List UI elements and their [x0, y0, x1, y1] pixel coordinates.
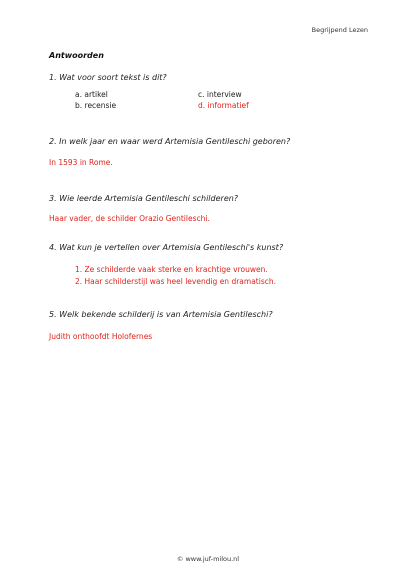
answer-3: Haar vader, de schilder Orazio Gentileschi. [49, 214, 210, 223]
answer-4-1: 1. Ze schilderde vaak sterke en krachtige vrouwen. [75, 265, 268, 274]
question-4: 4. Wat kun je vertellen over Artemisia Gentileschi's kunst? [49, 243, 284, 252]
option-b: b. recensie [75, 101, 117, 110]
question-5: 5. Welk bekende schilderij is van Artemisia Gentileschi? [49, 310, 273, 319]
option-d-selected: d. informatief [198, 101, 249, 110]
answer-4-2: 2. Haar schilderstijl was heel levendig en dramatisch. [75, 277, 276, 286]
answer-2: In 1593 in Rome. [49, 158, 113, 167]
answers-heading: Antwoorden [49, 51, 104, 60]
question-1: 1. Wat voor soort tekst is dit? [49, 73, 167, 82]
page-footer-copyright: © www.juf-milou.nl [176, 555, 240, 563]
option-a: a. artikel [75, 90, 108, 99]
page-header-subject: Begrijpend Lezen [311, 26, 368, 34]
question-2: 2. In welk jaar en waar werd Artemisia Gentileschi geboren? [49, 137, 291, 146]
answer-5: Judith onthoofdt Holofernes [49, 332, 153, 341]
option-c: c. interview [198, 90, 242, 99]
question-3: 3. Wie leerde Artemisia Gentileschi schilderen? [49, 194, 239, 203]
